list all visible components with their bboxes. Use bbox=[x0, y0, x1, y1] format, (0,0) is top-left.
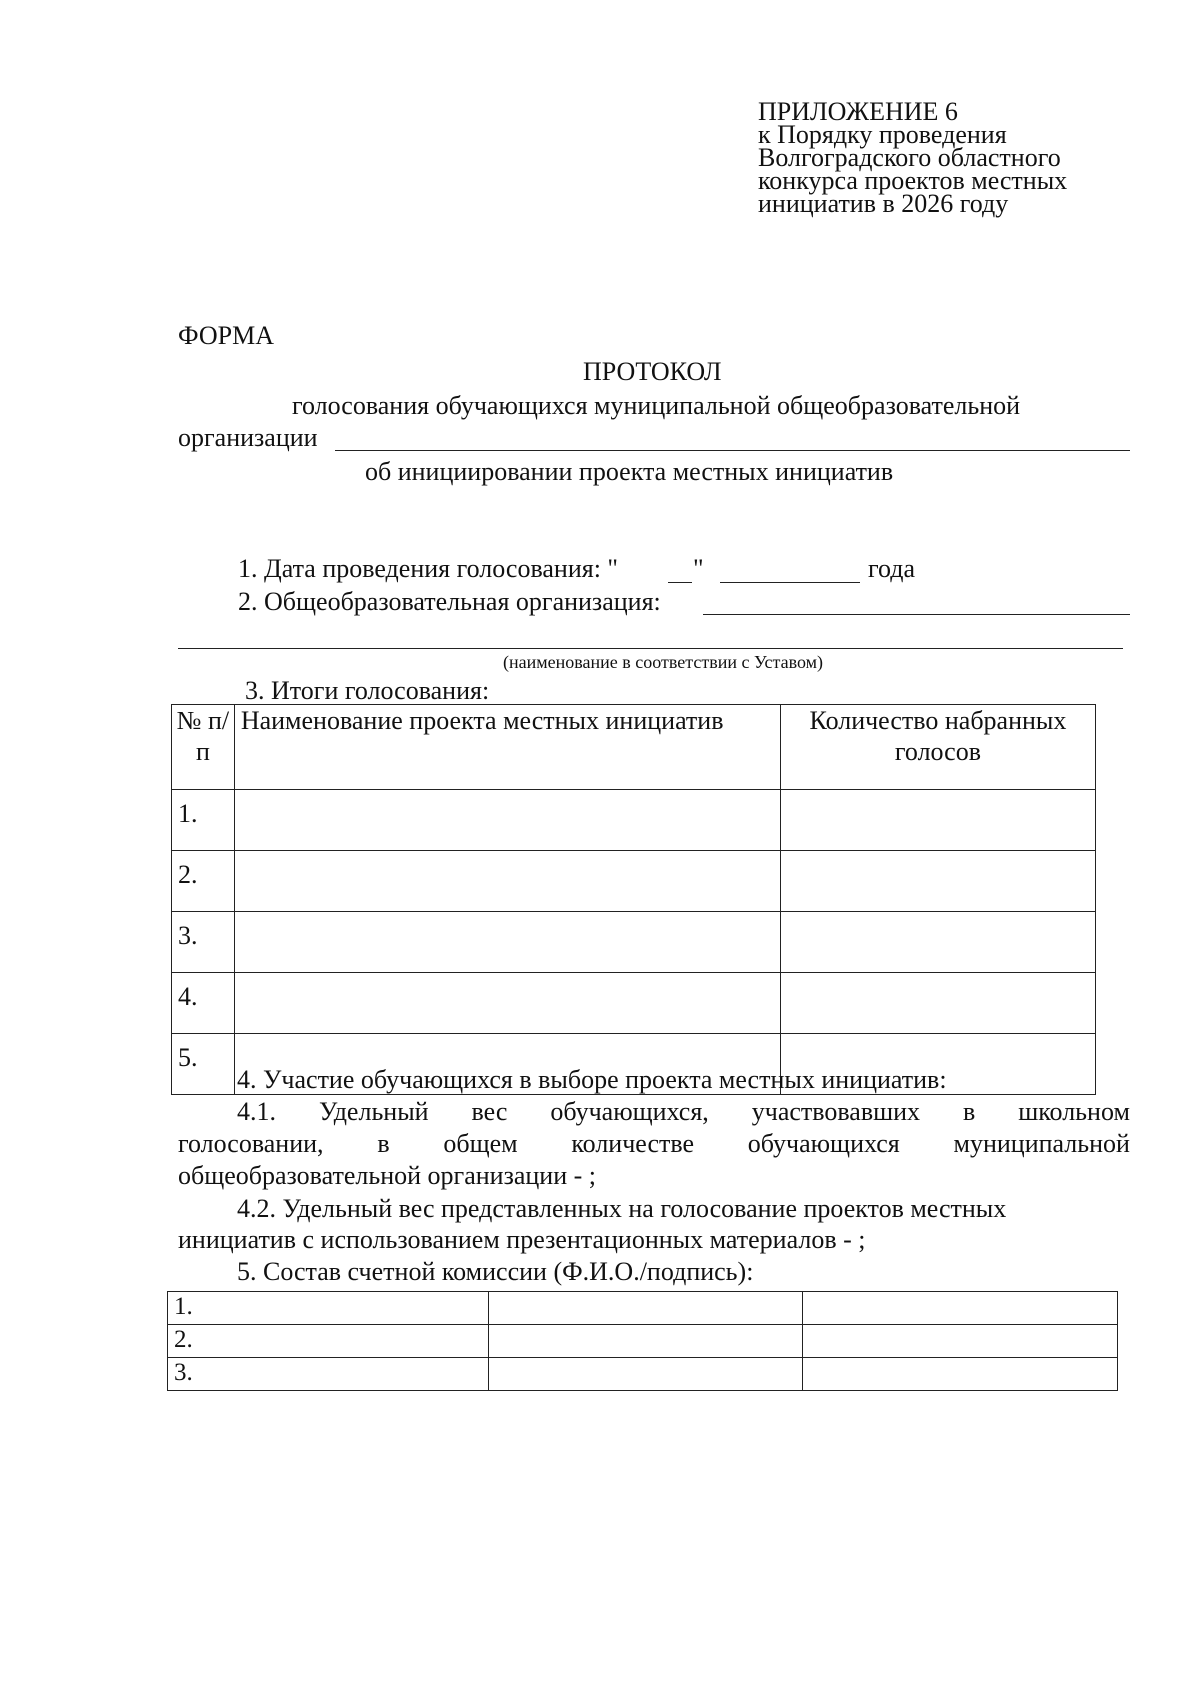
project-name-cell[interactable] bbox=[234, 912, 780, 973]
table-row bbox=[172, 851, 1096, 912]
organization-name-blank[interactable] bbox=[335, 450, 1130, 451]
item-4-2-line-1: 4.2. Удельный вес представленных на голосование проектов местных bbox=[237, 1194, 1007, 1223]
table-row bbox=[172, 912, 1096, 973]
appendix-word: областного bbox=[937, 143, 1061, 172]
row-number: 1. bbox=[168, 1292, 489, 1325]
member-name-cell[interactable] bbox=[488, 1358, 803, 1391]
member-signature-cell[interactable] bbox=[803, 1358, 1118, 1391]
results-table bbox=[171, 704, 1096, 1095]
form-label: ФОРМА bbox=[178, 321, 274, 350]
votes-cell[interactable] bbox=[780, 790, 1095, 851]
item-word: вес bbox=[471, 1097, 508, 1126]
member-name-cell[interactable] bbox=[488, 1325, 803, 1358]
school-name-blank[interactable] bbox=[703, 614, 1130, 615]
item-4-2-line-2: инициатив с использованием презентационных материалов - ; bbox=[178, 1225, 866, 1254]
table-row bbox=[168, 1325, 1118, 1358]
item-word: 4.1. bbox=[237, 1097, 276, 1126]
item-word: в bbox=[963, 1097, 976, 1126]
results-table-header bbox=[172, 705, 1096, 790]
votes-cell[interactable] bbox=[780, 912, 1095, 973]
school-name-blank-2[interactable] bbox=[178, 648, 1123, 649]
row-number: 2. bbox=[168, 1325, 489, 1358]
appendix-word: Волгоградского bbox=[758, 143, 932, 172]
item-4-1-line-2 bbox=[178, 1128, 1130, 1159]
row-number: 5. bbox=[172, 1034, 235, 1095]
item-4-1-line-3: общеобразовательной организации - ; bbox=[178, 1161, 597, 1190]
vote-day-blank[interactable] bbox=[668, 582, 692, 583]
project-name-cell[interactable] bbox=[234, 973, 780, 1034]
item-word: участвовавших bbox=[751, 1097, 921, 1126]
votes-cell[interactable] bbox=[780, 851, 1095, 912]
heading-line-1: голосования обучающихся муниципальной общеобразовательной bbox=[292, 391, 1021, 420]
appendix-block bbox=[758, 97, 1130, 218]
column-header-votes: Количество набранных голосов bbox=[780, 705, 1095, 790]
votes-cell[interactable] bbox=[780, 973, 1095, 1034]
item-word: обучающихся bbox=[747, 1129, 900, 1158]
project-name-cell[interactable] bbox=[234, 851, 780, 912]
vote-year-suffix: года bbox=[868, 554, 916, 583]
table-row bbox=[172, 790, 1096, 851]
heading-line-2: организации bbox=[178, 423, 318, 452]
commission-label: 5. Состав счетной комиссии (Ф.И.О./подпись): bbox=[237, 1257, 754, 1286]
appendix-word: проведения bbox=[878, 120, 1007, 149]
item-word: обучающихся, bbox=[550, 1097, 709, 1126]
appendix-word: проектов bbox=[864, 166, 965, 195]
appendix-title: ПРИЛОЖЕНИЕ 6 bbox=[758, 97, 958, 126]
table-row bbox=[172, 973, 1096, 1034]
row-number: 1. bbox=[172, 790, 235, 851]
column-header-project: Наименование проекта местных инициатив bbox=[234, 705, 780, 790]
item-word: муниципальной bbox=[953, 1129, 1130, 1158]
member-name-cell[interactable] bbox=[488, 1292, 803, 1325]
participation-label: 4. Участие обучающихся в выборе проекта местных инициатив: bbox=[237, 1065, 947, 1094]
row-number: 4. bbox=[172, 973, 235, 1034]
heading-line-3: об инициировании проекта местных инициатив bbox=[365, 457, 894, 486]
item-word: общем bbox=[443, 1129, 518, 1158]
item-4-1-line-1 bbox=[237, 1096, 1130, 1127]
vote-month-blank[interactable] bbox=[720, 582, 860, 583]
appendix-word: конкурса bbox=[758, 166, 858, 195]
item-word: голосовании, bbox=[178, 1129, 324, 1158]
appendix-line-5: инициатив в 2026 году bbox=[758, 189, 1009, 218]
protocol-title: ПРОТОКОЛ bbox=[583, 357, 722, 386]
table-row bbox=[168, 1358, 1118, 1391]
item-word: школьном bbox=[1018, 1097, 1130, 1126]
commission-table bbox=[167, 1291, 1118, 1391]
item-word: Удельный bbox=[318, 1097, 429, 1126]
school-label: 2. Общеобразовательная организация: bbox=[238, 587, 661, 616]
vote-date-label: 1. Дата проведения голосования: " bbox=[238, 554, 619, 583]
project-name-cell[interactable] bbox=[234, 790, 780, 851]
member-signature-cell[interactable] bbox=[803, 1292, 1118, 1325]
appendix-word: Порядку bbox=[777, 120, 873, 149]
appendix-word: местных bbox=[971, 166, 1068, 195]
item-word: в bbox=[377, 1129, 390, 1158]
row-number: 3. bbox=[168, 1358, 489, 1391]
member-signature-cell[interactable] bbox=[803, 1325, 1118, 1358]
vote-date-quote: " bbox=[693, 554, 704, 583]
school-name-caption: (наименование в соответствии с Уставом) bbox=[503, 652, 824, 672]
item-word: количестве bbox=[571, 1129, 695, 1158]
row-number: 2. bbox=[172, 851, 235, 912]
results-label: 3. Итоги голосования: bbox=[245, 676, 490, 705]
column-header-number: № п/п bbox=[172, 705, 235, 790]
table-row bbox=[168, 1292, 1118, 1325]
row-number: 3. bbox=[172, 912, 235, 973]
appendix-word: к bbox=[758, 120, 771, 149]
